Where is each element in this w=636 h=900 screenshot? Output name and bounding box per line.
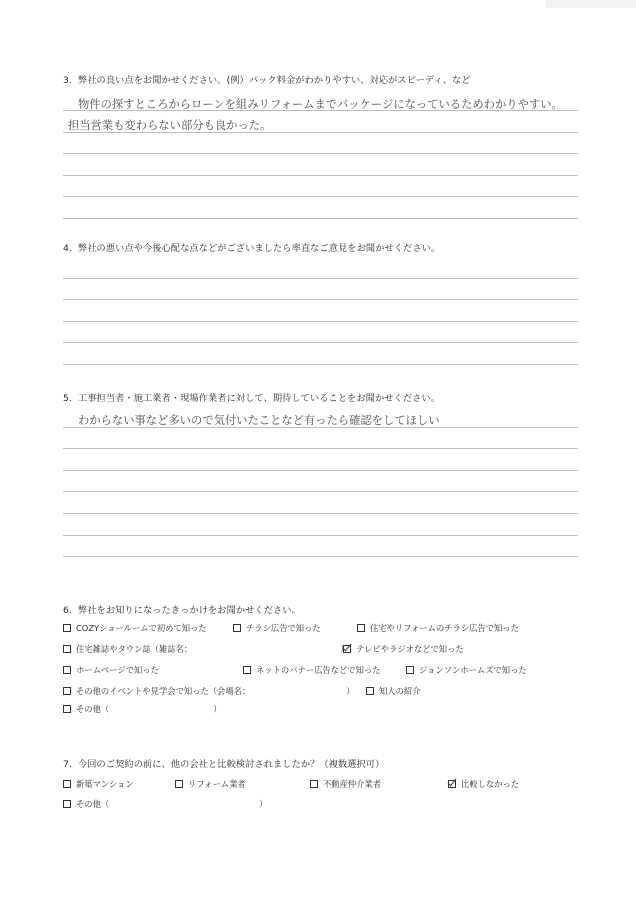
q3-question-text: 弊社の良い点をお聞かせください。(例）パック料金がわかりやすい、対応がスピーディ、など bbox=[77, 75, 471, 86]
q6-label-referral: 知人の紹介 bbox=[379, 686, 421, 696]
q6-option-event[interactable] bbox=[63, 685, 355, 697]
q6-checkbox-johnson[interactable] bbox=[406, 666, 414, 674]
q7-checkbox-realestate[interactable] bbox=[310, 780, 318, 788]
q6-label-other: その他（ bbox=[76, 704, 110, 714]
q6-option-flyer-ad[interactable] bbox=[233, 622, 321, 634]
q6-option-magazine[interactable] bbox=[63, 643, 348, 655]
q6-label-housing-flyer: 住宅やリフォームのチラシ広告で知った bbox=[370, 623, 519, 633]
q5-rule-4 bbox=[63, 491, 578, 492]
q7-option-new-condo[interactable] bbox=[63, 778, 134, 790]
q6-option-referral[interactable] bbox=[366, 685, 421, 697]
q7-question-text: 今回のご契約の前に、他の会社と比較検討されましたか？（複数選択可） bbox=[77, 759, 385, 770]
q7-number: 7. bbox=[63, 759, 72, 770]
q5-rule-6 bbox=[63, 535, 578, 536]
q6-checkbox-cozy-showroom[interactable] bbox=[63, 624, 71, 632]
q6-label-other-close: ） bbox=[213, 704, 222, 714]
q3-rule-1 bbox=[63, 110, 578, 111]
q7-checkbox-no-compare[interactable] bbox=[448, 780, 456, 788]
q4-question bbox=[63, 240, 440, 254]
q3-rule-5 bbox=[63, 196, 578, 197]
q5-rule-3 bbox=[63, 470, 578, 471]
q6-checkbox-tv-radio[interactable] bbox=[343, 645, 351, 653]
q7-checkbox-new-condo[interactable] bbox=[63, 780, 71, 788]
q4-rule-5 bbox=[63, 364, 578, 365]
q6-label-johnson: ジョンソンホームズで知った bbox=[419, 665, 527, 675]
q3-rule-3 bbox=[63, 153, 578, 154]
q6-label-magazine: 住宅雑誌やタウン誌（雑誌名： bbox=[76, 644, 193, 654]
q6-label-flyer-ad: チラシ広告で知った bbox=[246, 623, 321, 633]
q3-question bbox=[63, 72, 471, 86]
q4-rule-3 bbox=[63, 321, 578, 322]
q6-option-johnson[interactable] bbox=[406, 664, 527, 676]
q6-label-homepage: ホームページで知った bbox=[76, 665, 159, 675]
q7-label-other: その他（ bbox=[76, 799, 110, 809]
q6-label-event: その他のイベントや見学会で知った（会場名： bbox=[76, 686, 251, 696]
q6-label-cozy-showroom: COZYショールームで初めて知った bbox=[76, 623, 207, 633]
q7-option-no-compare[interactable] bbox=[448, 778, 519, 790]
q5-number: 5. bbox=[63, 393, 72, 404]
q6-checkbox-banner[interactable] bbox=[243, 666, 251, 674]
q7-option-reform[interactable] bbox=[175, 778, 246, 790]
q7-question bbox=[63, 756, 384, 770]
scan-edge-mark bbox=[546, 0, 636, 8]
q5-rule-2 bbox=[63, 448, 578, 449]
q6-label-event-close: ） bbox=[346, 686, 355, 696]
q7-label-new-condo: 新築マンション bbox=[76, 779, 134, 789]
q7-option-realestate[interactable] bbox=[310, 778, 381, 790]
q3-rule-4 bbox=[63, 175, 578, 176]
q7-label-realestate: 不動産仲介業者 bbox=[323, 779, 382, 789]
q4-number: 4. bbox=[63, 243, 72, 254]
q6-label-banner: ネットのバナー広告などで知った bbox=[256, 665, 381, 675]
q6-label-magazine-close: ） bbox=[340, 644, 349, 654]
q6-number: 6. bbox=[63, 605, 72, 616]
q7-label-other-close: ） bbox=[259, 799, 268, 809]
q6-checkbox-other[interactable] bbox=[63, 705, 71, 713]
q4-question-text: 弊社の悪い点や今後心配な点などがございましたら率直なご意見をお聞かせください。 bbox=[77, 243, 441, 254]
q6-question-text: 弊社をお知りになったきっかけをお聞かせください。 bbox=[77, 605, 301, 616]
q5-rule-5 bbox=[63, 513, 578, 514]
q7-label-reform: リフォーム業者 bbox=[188, 779, 246, 789]
q6-option-banner[interactable] bbox=[243, 664, 380, 676]
q7-option-other[interactable] bbox=[63, 798, 268, 810]
q6-question bbox=[63, 602, 301, 616]
q6-checkbox-homepage[interactable] bbox=[63, 666, 71, 674]
q5-rule-1 bbox=[63, 427, 578, 428]
q6-checkbox-flyer-ad[interactable] bbox=[233, 624, 241, 632]
q7-checkbox-reform[interactable] bbox=[175, 780, 183, 788]
q6-label-tv-radio: テレビやラジオなどで知った bbox=[356, 644, 464, 654]
q6-checkbox-event[interactable] bbox=[63, 687, 71, 695]
q7-checkbox-other[interactable] bbox=[63, 800, 71, 808]
q7-label-no-compare: 比較しなかった bbox=[461, 779, 520, 789]
q5-question-text: 工事担当者・施工業者・現場作業者に対して、期待していることをお聞かせください。 bbox=[77, 393, 440, 404]
q3-rule-6 bbox=[63, 218, 578, 219]
q6-checkbox-magazine[interactable] bbox=[63, 645, 71, 653]
q5-rule-7 bbox=[63, 556, 578, 557]
q6-option-other[interactable] bbox=[63, 703, 222, 715]
q3-answer-line-1: 物件の探すところからローンを組みリフォームまでパッケージになっているためわかりやすい。 bbox=[78, 98, 563, 111]
q6-option-homepage[interactable] bbox=[63, 664, 159, 676]
q6-option-housing-flyer[interactable] bbox=[357, 622, 519, 634]
q4-rule-1 bbox=[63, 278, 578, 279]
q3-answer-line-2: 担当営業も変わらない部分も良かった。 bbox=[68, 119, 272, 132]
q6-checkbox-housing-flyer[interactable] bbox=[357, 624, 365, 632]
q3-rule-2 bbox=[63, 132, 578, 133]
q5-answer-line-1: わからない事など多いので気付いたことなど有ったら確認をしてほしい bbox=[78, 414, 440, 427]
q4-rule-2 bbox=[63, 299, 578, 300]
q4-rule-4 bbox=[63, 342, 578, 343]
q6-option-tv-radio[interactable] bbox=[343, 643, 464, 655]
q6-checkbox-referral[interactable] bbox=[366, 687, 374, 695]
q5-question bbox=[63, 390, 440, 404]
q3-number: 3. bbox=[63, 75, 72, 86]
q6-option-cozy-showroom[interactable] bbox=[63, 622, 207, 634]
